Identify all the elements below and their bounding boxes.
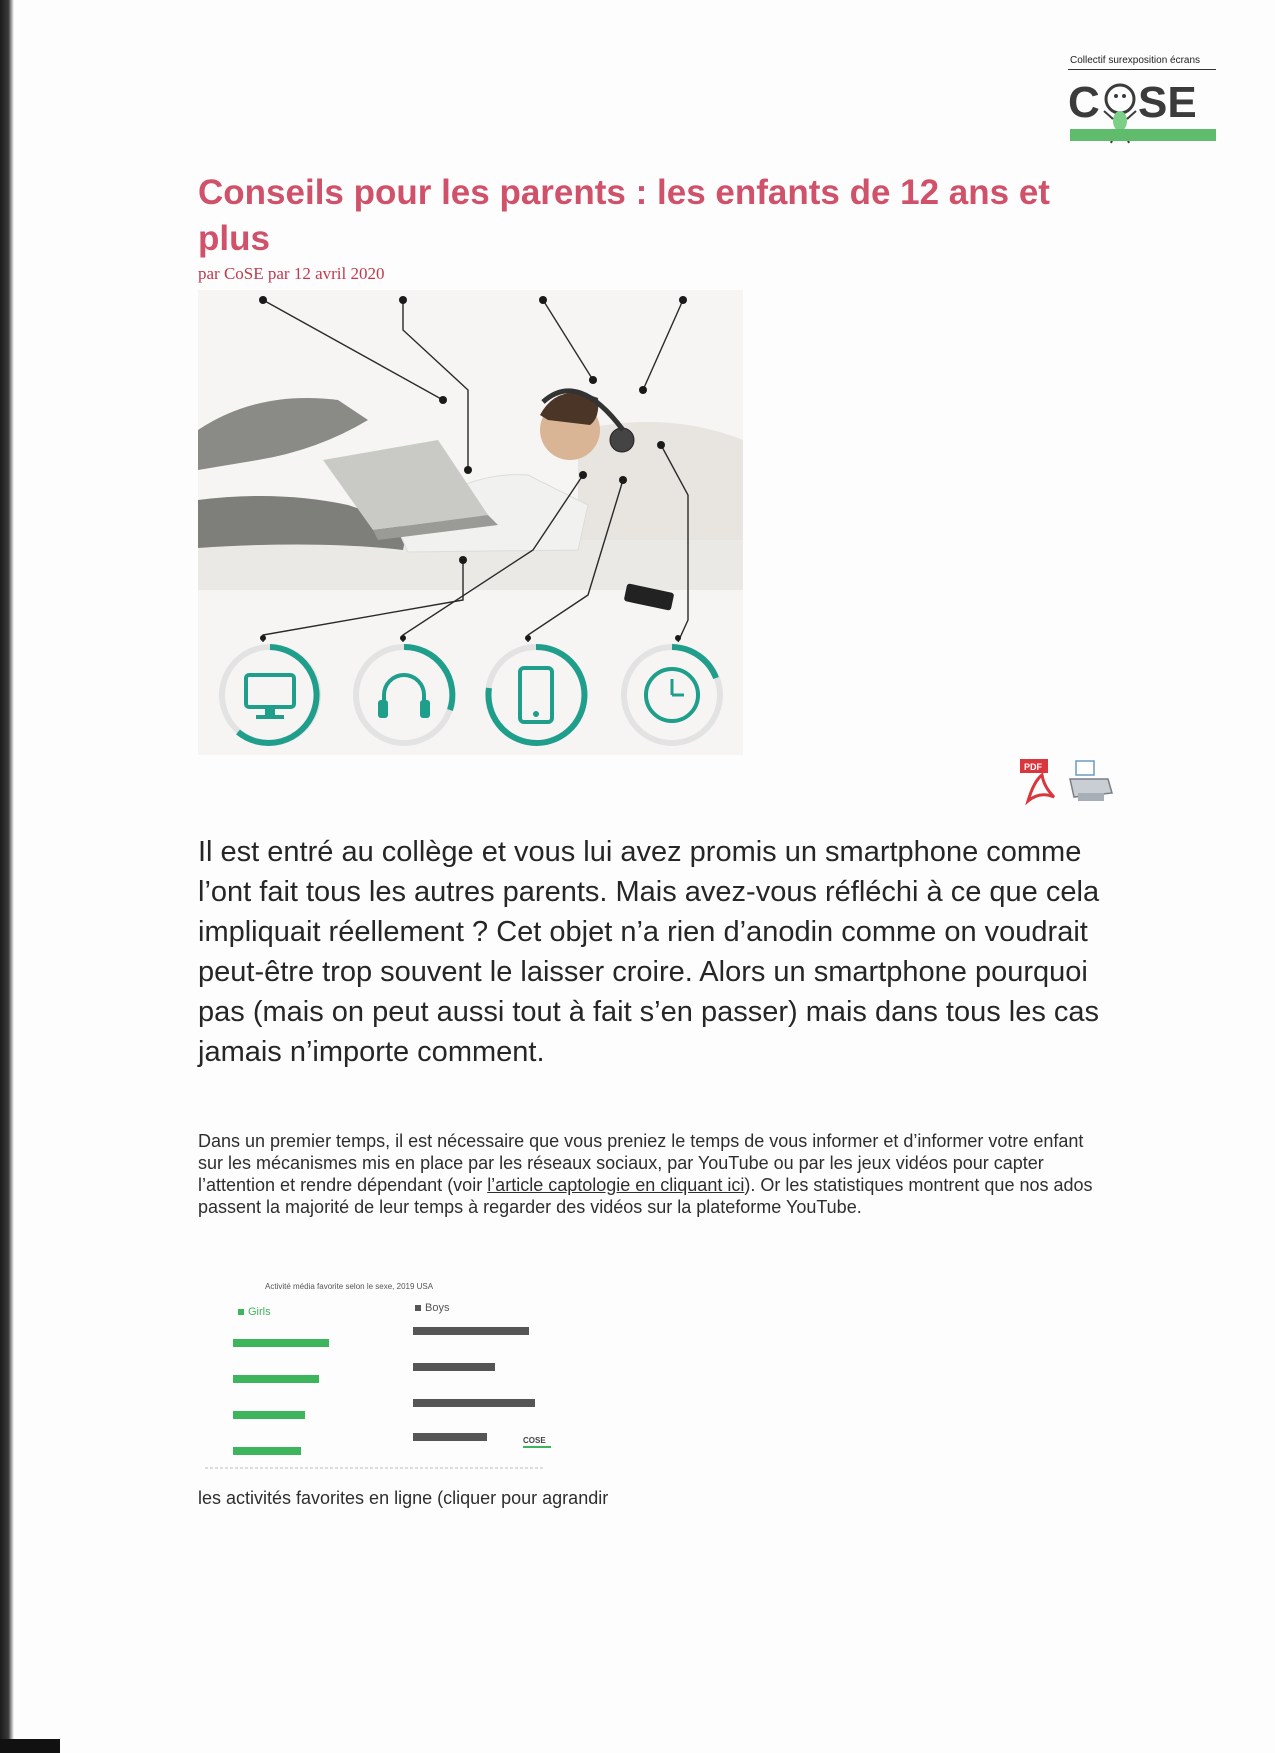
legend-boys: Boys [425,1302,450,1314]
logo-tagline: Collectif surexposition écrans [1070,55,1201,66]
print-icon[interactable] [1068,757,1128,807]
figure-title: Activité média favorite selon le sexe, 2019 USA [265,1282,434,1291]
svg-text:PDF: PDF [1024,762,1042,772]
article-title: Conseils pour les parents : les enfants de 12 ans et plus [198,173,1050,258]
file-actions [1020,757,1120,807]
body-text-start: Dans un premier temps, il est nécessaire que vous preniez le temps de vous informer et d’informer votre enfant sur les mécanismes mis en place par les réseaux sociaux, par YouTube ou par les jeux vidéos pour capter l’attention et rendre dépendant (voir [198,1131,1084,1195]
scan-edge [0,0,14,1753]
captologie-link[interactable]: l’article captologie en cliquant ici [487,1175,745,1195]
svg-text:C: C [1068,78,1100,127]
body-text-end: ). Or les statistiques montrent que nos ados passent la majorité de leur temps à regarder des vidéos sur la plateforme YouTube. [198,1175,1093,1217]
article-byline: par CoSE par 12 avril 2020 [198,264,385,283]
favorite-activities-figure[interactable] [205,1275,575,1475]
figure-caption-text[interactable]: les activités favorites en ligne (cliquer pour agrandir [198,1488,609,1508]
svg-text:SE: SE [1138,78,1197,127]
figure-mark: COSE [523,1436,546,1445]
hero-illustration[interactable] [198,290,743,755]
favorite-activities-thumbnail [205,1275,575,1475]
article-lead: Il est entré au collège et vous lui avez promis un smartphone comme l’ont fait tous les autres parents. Mais avez-vous réfléchi à ce que cela impliquait réellement ? Cet objet n’a rien d’anodin comme on voudrait peut-être trop souvent le laisser croire. Alors un smartphone pourquoi pas (mais on peut aussi tout à fait s’en passer) mais dans tous les cas jamais n’importe comment. [198,836,1100,1068]
cose-logo [1068,55,1218,145]
figure-caption[interactable] [198,1488,608,1509]
article-body [198,1130,1098,1218]
logo-accent-bar [1070,129,1216,141]
scan-corner [0,1739,60,1753]
teen-with-devices-illustration [198,290,743,755]
legend-girls: Girls [248,1306,271,1318]
